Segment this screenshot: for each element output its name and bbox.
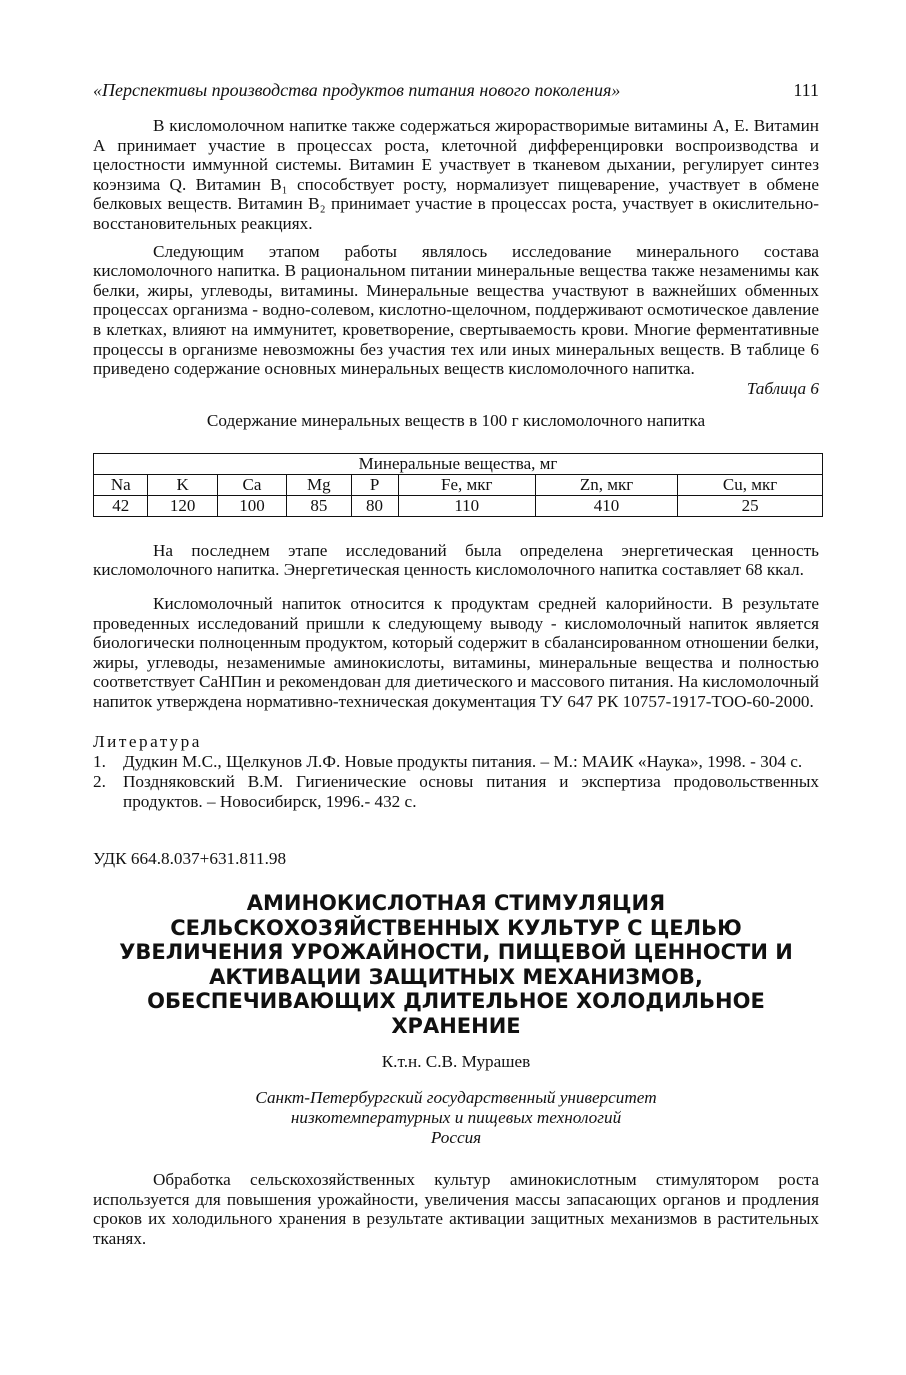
minerals-table — [93, 453, 823, 517]
table-label: Таблица 6 — [746, 378, 819, 398]
table-cell: 80 — [351, 495, 398, 516]
paragraph-vitamins: В кисломолочном напитке также содержаться жирорастворимые витамины А, Е. Витамин А принимает участие в процессах роста, клеточной дифференцировки воспроизводства и целостности иммунной системы. Витамин Е участвует в тканевом дыхании, регулирует синтез коэнзима Q. Витамин B₁ способствует росту, нормализует пищеварение, участвует в обмене белковых веществ. Витамин B₂ принимает участие в процессах роста, участвует в окислительно-восстановительных реакциях. — [93, 116, 819, 233]
document-page — [93, 80, 819, 1249]
title-line: АКТИВАЦИИ ЗАЩИТНЫХ МЕХАНИЗМОВ, — [209, 964, 703, 989]
table-header-cell: Ca — [217, 474, 286, 495]
table-row — [94, 495, 823, 516]
paper-title — [93, 891, 819, 1038]
title-line: УВЕЛИЧЕНИЯ УРОЖАЙНОСТИ, ПИЩЕВОЙ ЦЕННОСТИ И — [119, 940, 793, 965]
table-header-cell: Cu, мкг — [678, 474, 823, 495]
table-header-cell: P — [351, 474, 398, 495]
paragraph-minerals: Следующим этапом работы являлось исследование минерального состава кисломолочного напитка. В рациональном питании минеральные вещества также незаменимы как белки, жиры, углеводы, витамины. Минеральные вещества участвуют в важнейших обменных процессах организма - водно-солевом, кислотно-щелочном, поддерживают осмотическое давление в клетках, влияют на иммунитет, кроветворение, свертываемость крови. Многие ферментативные процессы в организме невозможны без участия тех или иных минеральных веществ. В таблице 6 приведено содержание основных минеральных веществ кисломолочного напитка. — [93, 241, 819, 379]
reference-text: Поздняковский В.М. Гигиенические основы питания и экспертиза продовольственных продуктов. – Новосибирск, 1996.- 432 с. — [123, 772, 819, 811]
reference-list — [93, 752, 819, 811]
table-header-cell: Fe, мкг — [398, 474, 535, 495]
table-group-header: Минеральные вещества, мг — [94, 453, 823, 474]
table-header-cell: Na — [94, 474, 148, 495]
literature-heading: Литература — [93, 732, 202, 752]
reference-number: 2. — [93, 772, 106, 792]
affiliation-line: Россия — [430, 1128, 482, 1148]
table-header-cell: Zn, мкг — [535, 474, 677, 495]
affiliation — [93, 1088, 819, 1148]
table-header-cell: Mg — [287, 474, 351, 495]
table-caption: Содержание минеральных веществ в 100 г кисломолочного напитка — [206, 410, 706, 430]
table-cell: 410 — [535, 495, 677, 516]
table-header-row — [94, 474, 823, 495]
running-header — [93, 80, 819, 108]
table-cell: 85 — [287, 495, 351, 516]
reference-text: Дудкин М.С., Щелкунов Л.Ф. Новые продукты питания. – М.: МАИК «Наука», 1998. - 304 с. — [123, 752, 803, 772]
page-number: 111 — [793, 80, 819, 100]
title-line: СЕЛЬСКОХОЗЯЙСТВЕННЫХ КУЛЬТУР С ЦЕЛЬЮ — [170, 915, 742, 940]
affiliation-line: Санкт-Петербургский государственный университет — [255, 1088, 657, 1108]
reference-item — [93, 752, 819, 772]
title-line: АМИНОКИСЛОТНАЯ СТИМУЛЯЦИЯ — [246, 891, 666, 916]
title-line: ОБЕСПЕЧИВАЮЩИХ ДЛИТЕЛЬНОЕ ХОЛОДИЛЬНОЕ — [147, 989, 765, 1014]
paragraph-conclusion: Кисломолочный напиток относится к продуктам средней калорийности. В результате проведенных исследований пришли к следующему выводу - кисломолочный напиток является биологически полноценным продуктом, который содержит в сбалансированном отношении белки, жиры, углеводы, незаменимые аминокислоты, витамины, минеральные вещества и полностью соответствует СаНПин и рекомендован для диетического и массового питания. На кисломолочный напиток утверждена нормативно-техническая документация ТУ 647 РК 10757-1917-ТОО-60-2000. — [93, 593, 819, 711]
table-cell: 120 — [148, 495, 217, 516]
reference-item — [93, 772, 819, 811]
reference-number: 1. — [93, 752, 106, 772]
journal-title: «Перспективы производства продуктов питания нового поколения» — [93, 80, 621, 100]
table-cell: 110 — [398, 495, 535, 516]
paragraph-energy: На последнем этапе исследований была определена энергетическая ценность кисломолочного напитка. Энергетическая ценность кисломолочного напитка составляет 68 ккал. — [93, 540, 819, 580]
abstract-paragraph: Обработка сельскохозяйственных культур аминокислотным стимулятором роста используется для повышения урожайности, увеличения массы запасающих органов и продления сроков их холодильного хранения в результате активации защитных механизмов в растительных тканях. — [93, 1170, 819, 1249]
table-cell: 100 — [217, 495, 286, 516]
title-line: ХРАНЕНИЕ — [391, 1013, 521, 1038]
table-cell: 42 — [94, 495, 148, 516]
udk-code: УДК 664.8.037+631.811.98 — [93, 849, 287, 869]
table-cell: 25 — [678, 495, 823, 516]
author: К.т.н. С.В. Мурашев — [381, 1052, 531, 1072]
table-group-header-row — [94, 453, 823, 474]
table-header-cell: K — [148, 474, 217, 495]
affiliation-line: низкотемпературных и пищевых технологий — [290, 1108, 622, 1128]
